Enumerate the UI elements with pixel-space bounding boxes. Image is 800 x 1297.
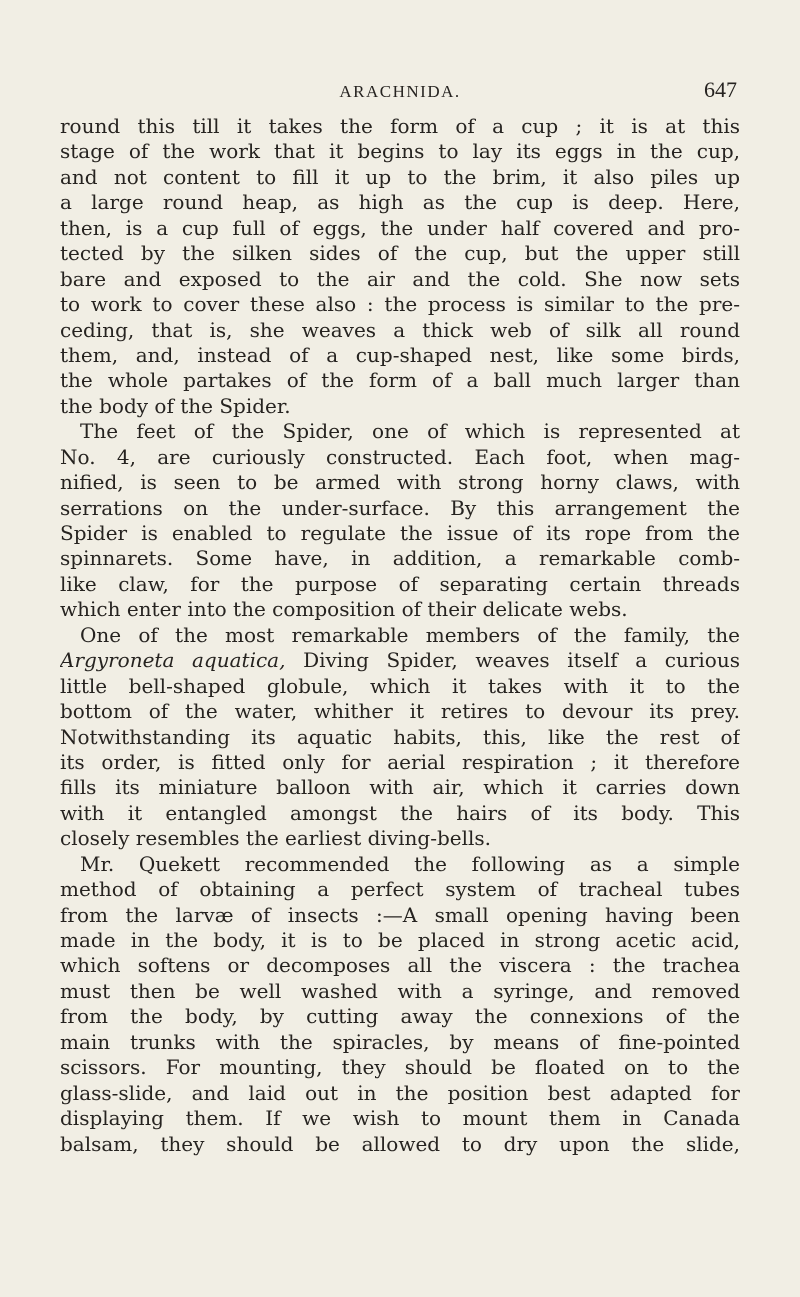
species-name: Argyroneta aquatica, [60, 648, 286, 673]
text-line: Notwithstanding its aquatic habits, this, like the rest of [60, 724, 740, 749]
text-line: balsam, they should be allowed to dry upon the slide, [60, 1131, 740, 1156]
text-line: nified, is seen to be armed with strong horny claws, with [60, 470, 740, 495]
text-line: scissors. For mounting, they should be floated on to the [60, 1055, 740, 1080]
text-line: bare and exposed to the air and the cold. She now sets [60, 266, 740, 291]
text-line: must then be well washed with a syringe, and removed [60, 978, 740, 1003]
text-line [60, 648, 740, 673]
paragraph [60, 623, 740, 852]
text-line: main trunks with the spiracles, by means of fine-pointed [60, 1029, 740, 1054]
paragraph [60, 114, 740, 419]
text-line: displaying them. If we wish to mount them in Canada [60, 1106, 740, 1131]
text-line: stage of the work that it begins to lay its eggs in the cup, [60, 139, 740, 164]
text-line: bottom of the water, whither it retires to devour its prey. [60, 699, 740, 724]
text-line: which softens or decomposes all the viscera : the trachea [60, 953, 740, 978]
text-line: Mr. Quekett recommended the following as a simple [80, 851, 740, 876]
text-line: fills its miniature balloon with air, which it carries down [60, 775, 740, 800]
text-line: tected by the silken sides of the cup, but the upper still [60, 241, 740, 266]
text-line: No. 4, are curiously constructed. Each foot, when mag- [60, 444, 740, 469]
running-head: ARACHNIDA. [339, 82, 461, 101]
page-header [60, 76, 740, 112]
text-line: little bell-shaped globule, which it takes with it to the [60, 673, 740, 698]
text-line: from the larvæ of insects :—A small opening having been [60, 902, 740, 927]
text-line: closely resembles the earliest diving-bells. [60, 826, 492, 851]
text-line: The feet of the Spider, one of which is represented at [80, 419, 740, 444]
text-line: its order, is fitted only for aerial respiration ; it therefore [60, 749, 740, 774]
paragraph [60, 852, 740, 1157]
text-line: Spider is enabled to regulate the issue of its rope from the [60, 521, 740, 545]
text-line: round this till it takes the form of a cup ; it is at this [60, 114, 740, 138]
text-line: serrations on the under-surface. By this arrangement the [60, 495, 740, 520]
text-line: like claw, for the purpose of separating certain threads [60, 571, 740, 596]
text-fragment: Diving Spider, weaves itself a curious [285, 648, 740, 673]
page-number: 647 [704, 77, 737, 102]
text-line: from the body, by cutting away the connexions of the [60, 1004, 740, 1029]
text-line: to work to cover these also : the process is similar to the pre- [60, 292, 740, 317]
text-line: then, is a cup full of eggs, the under half covered and pro- [60, 215, 740, 240]
paragraph [60, 419, 740, 623]
text-line: the body of the Spider. [60, 393, 291, 418]
text-line: with it entangled amongst the hairs of its body. This [60, 800, 740, 825]
text-line: method of obtaining a perfect system of tracheal tubes [60, 877, 740, 902]
text-line: the whole partakes of the form of a ball much larger than [60, 368, 740, 393]
text-line: made in the body, it is to be placed in strong acetic acid, [60, 928, 740, 952]
text-line: them, and, instead of a cup-shaped nest, like some birds, [60, 342, 740, 367]
text-line: ceding, that is, she weaves a thick web of silk all round [60, 317, 740, 342]
text-line: which enter into the composition of their delicate webs. [60, 597, 628, 622]
text-line: One of the most remarkable members of the family, the [80, 622, 740, 647]
text-line: glass-slide, and laid out in the position best adapted for [60, 1080, 740, 1105]
body-text [60, 114, 740, 1157]
text-line: spinnarets. Some have, in addition, a remarkable comb- [60, 546, 740, 571]
text-line: a large round heap, as high as the cup is deep. Here, [60, 190, 740, 215]
text-line: and not content to fill it up to the brim, it also piles up [60, 164, 740, 189]
